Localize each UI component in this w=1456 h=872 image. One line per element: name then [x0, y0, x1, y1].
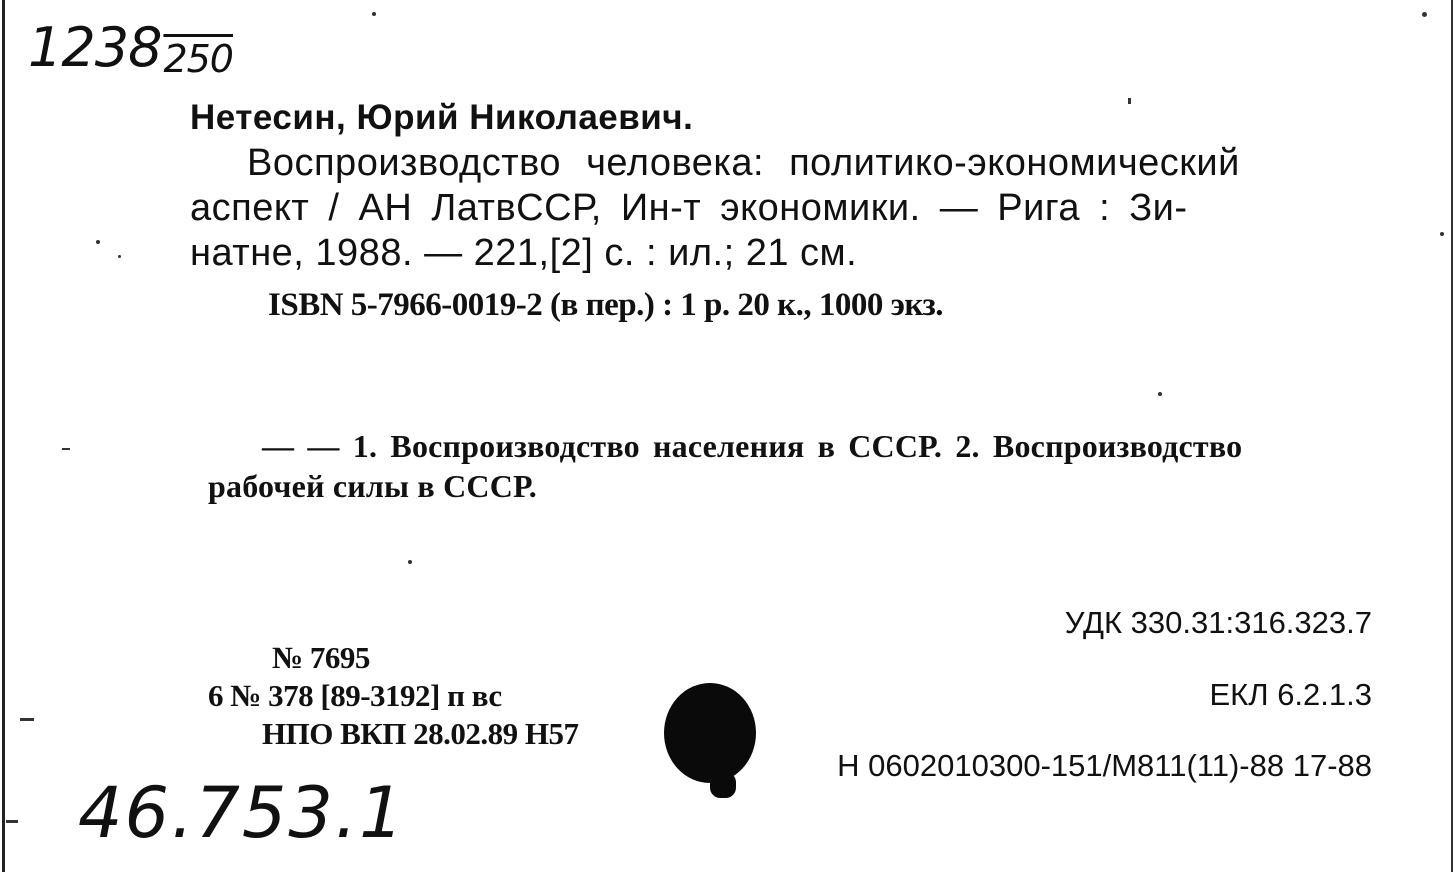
publisher-code: НПО ВКП 28.02.89 Н57 — [262, 716, 579, 751]
speck — [96, 240, 100, 244]
speck — [1128, 98, 1131, 104]
speck — [6, 820, 18, 823]
punch-hole-mark — [710, 772, 736, 798]
card-number: № 7695 — [272, 640, 370, 675]
card-right-edge — [1451, 0, 1453, 872]
subject-line-2: рабочей силы в СССР. — [208, 468, 537, 504]
isbn-line: ISBN 5-7966-0019-2 (в пер.) : 1 р. 20 к., 1000 экз. — [268, 287, 944, 323]
speck — [1158, 392, 1162, 396]
order-number: 6 № 378 [89-3192] п вс — [208, 678, 502, 713]
speck — [62, 448, 70, 450]
title-line-3: натне, 1988. — 221,[2] с. : ил.; 21 см. — [190, 232, 858, 274]
author-heading: Нетесин, Юрий Николаевич. — [190, 98, 694, 137]
handwritten-classification: 46.753.1 — [78, 772, 406, 854]
speck — [118, 255, 121, 258]
punch-hole — [664, 683, 756, 783]
speck — [1440, 232, 1444, 236]
speck — [372, 12, 376, 16]
speck — [1422, 12, 1427, 17]
catalog-code: Н 0602010300-151/М811(11)-88 17-88 — [837, 748, 1372, 783]
speck — [20, 718, 34, 721]
ekl-classification: ЕКЛ 6.2.1.3 — [1209, 677, 1372, 712]
udk-classification: УДК 330.31:316.323.7 — [1064, 605, 1372, 640]
subject-line-1: — — 1. Воспроизводство населения в СССР. 2. Воспроизводство — [262, 428, 1243, 464]
speck — [408, 560, 412, 564]
card-left-edge — [2, 0, 5, 872]
title-line-1: Воспроизводство человека: политико-экономический — [247, 142, 1240, 184]
handwritten-shelf-number: 1238250 — [28, 16, 233, 81]
title-line-2: аспект / АН ЛатвССР, Ин-т экономики. — Рига : Зи- — [190, 187, 1188, 229]
